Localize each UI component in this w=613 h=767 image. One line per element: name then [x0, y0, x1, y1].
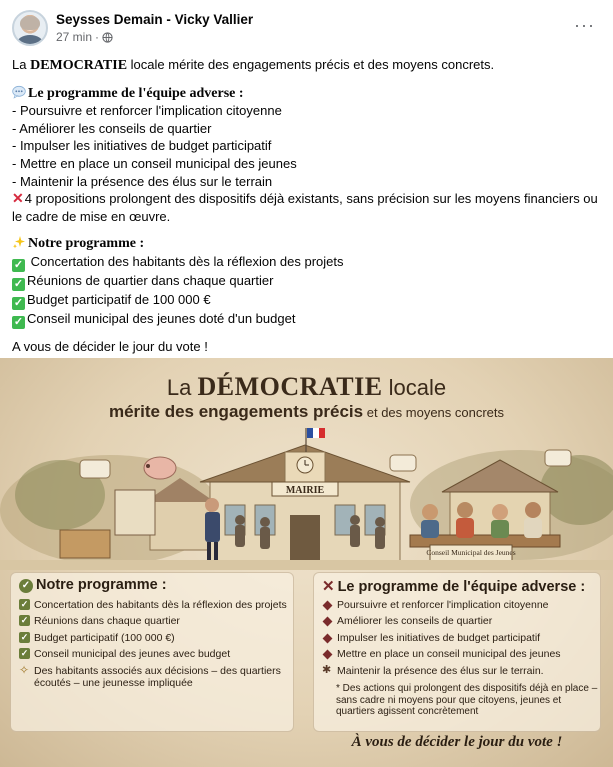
our-item-text: Conseil municipal des jeunes doté d'un budget	[27, 310, 296, 326]
adverse-heading-line	[12, 84, 604, 103]
sparkles-icon	[12, 235, 26, 249]
list-item	[322, 665, 596, 677]
list-item	[322, 632, 596, 644]
avatar[interactable]	[12, 10, 48, 46]
closing-line: A vous de décider le jour du vote !	[12, 338, 208, 354]
list-item	[19, 615, 293, 627]
adverse-footnote: * Des actions qui prolongent des dispositifs déjà en place – sans cadre ni moyens pour que citoyens, jeunes et quartiers agissent concrètement	[336, 683, 598, 718]
our-heading-line	[12, 234, 604, 253]
adverse-program-panel	[313, 572, 601, 732]
pin-icon: ✱	[322, 663, 332, 676]
our-program-panel	[10, 572, 294, 732]
list-item	[322, 615, 596, 627]
vote-call: À vous de décider le jour du vote !	[351, 734, 563, 750]
adverse-item: - Impulser les initiatives de budget participatif	[12, 138, 272, 154]
title-suffix: locale	[382, 375, 447, 400]
conseil-sign-text: Conseil Municipal des Jeunes	[426, 548, 516, 557]
adverse-item: - Poursuivre et renforcer l'implication citoyenne	[12, 103, 282, 119]
list-item-text: Concertation des habitants dès la réflexion des projets	[34, 599, 287, 611]
intro-prefix: La	[12, 57, 31, 72]
image-title-line2	[0, 402, 613, 422]
check-mark-icon: ✓	[13, 296, 24, 309]
list-item-text: Impulser les initiatives de budget participatif	[337, 631, 541, 644]
mairie-sign: MAIRIE	[285, 485, 325, 496]
right-heading-text: Le programme de l'équipe adverse :	[337, 579, 586, 595]
subtitle-rest: et des moyens concrets	[363, 405, 505, 420]
title-bold: DÉMOCRATIE	[197, 372, 383, 401]
our-item	[12, 291, 604, 310]
intro-bold: DEMOCRATIE	[30, 58, 128, 73]
adverse-program-list	[322, 599, 596, 681]
check-box-icon: ✓	[20, 615, 29, 626]
list-item	[19, 662, 293, 690]
adverse-item: - Maintenir la présence des élus sur le terrain	[12, 173, 273, 189]
list-item	[322, 648, 596, 660]
globe-icon	[102, 32, 113, 43]
list-item-text: Des habitants associés aux décisions – des quartiers écoutés – une jeunesse impliquée	[34, 664, 281, 690]
check-mark-icon: ✓	[13, 277, 24, 290]
adverse-program-heading	[322, 577, 585, 595]
author-name[interactable]: Seysses Demain - Vicky Vallier	[56, 12, 254, 27]
our-program-heading	[19, 577, 167, 593]
meta-separator: ·	[95, 30, 100, 44]
avatar-shoulders	[17, 35, 43, 46]
post-meta	[56, 30, 113, 44]
our-item-text: Concertation des habitants dès la réflexion des projets	[27, 253, 344, 269]
list-item	[19, 599, 293, 611]
sparkle-icon: ✧	[19, 662, 30, 677]
our-item	[12, 310, 604, 329]
diamond-bullet-icon	[323, 650, 333, 660]
check-box-icon: ✓	[20, 631, 29, 642]
intro-rest: locale mérite des engagements précis et des moyens concrets.	[127, 57, 495, 72]
list-item-text: Budget participatif (100 000 €)	[34, 631, 175, 644]
our-item-text: Budget participatif de 100 000 €	[27, 291, 211, 307]
check-mark-icon: ✓	[13, 315, 24, 328]
title-prefix: La	[166, 375, 198, 400]
adverse-heading: Le programme de l'équipe adverse :	[28, 85, 244, 101]
check-mark-icon: ✓	[13, 258, 24, 271]
town-hall-illustration	[0, 420, 613, 570]
adverse-item: - Mettre en place un conseil municipal des jeunes	[12, 155, 297, 171]
our-item-text: Réunions de quartier dans chaque quartier	[27, 272, 274, 288]
list-item-text: Conseil municipal des jeunes avec budget	[34, 648, 231, 661]
more-options-icon[interactable]: ···	[574, 15, 595, 35]
image-title	[0, 372, 613, 422]
check-circle-icon: ✓	[19, 579, 33, 593]
our-heading: Notre programme :	[28, 236, 145, 252]
post-header	[12, 10, 601, 50]
list-item-text: Améliorer les conseils de quartier	[337, 615, 493, 628]
conseil-jeunes-sign	[426, 548, 515, 557]
list-item-text: Réunions dans chaque quartier	[34, 615, 180, 628]
check-box-icon: ✓	[20, 599, 29, 609]
left-heading-text: Notre programme :	[36, 577, 167, 593]
diamond-bullet-icon	[323, 633, 333, 643]
intro-line	[12, 56, 604, 75]
post-text	[12, 56, 604, 356]
check-box-icon: ✓	[20, 648, 29, 659]
diamond-bullet-icon	[323, 601, 333, 611]
post-time[interactable]: 27 min	[56, 30, 93, 44]
diamond-bullet-icon	[323, 617, 333, 627]
list-item	[322, 599, 596, 611]
cross-mark-icon: ✕	[12, 190, 24, 207]
list-item	[19, 648, 293, 660]
image-title-line1	[0, 372, 613, 402]
post-image[interactable]	[0, 358, 613, 767]
adverse-note: 4 propositions prolongent des dispositifs déjà existants, sans précision sur les moyens financiers ou le cadre de mise en œuvre.	[12, 191, 598, 224]
list-item	[19, 632, 293, 644]
list-item-text: Poursuivre et renforcer l'implication citoyenne	[337, 599, 549, 611]
adverse-note-line	[12, 190, 604, 225]
list-item-text: Maintenir la présence des élus sur le terrain.	[337, 664, 544, 677]
avatar-hair	[20, 16, 40, 30]
our-item	[12, 272, 604, 291]
adverse-item: - Améliorer les conseils de quartier	[12, 120, 212, 136]
speech-bubble-icon	[12, 85, 26, 99]
our-item	[12, 253, 604, 272]
subtitle-bold: mérite des engagements précis	[108, 402, 364, 421]
our-program-list	[19, 599, 293, 693]
list-item-text: Mettre en place un conseil municipal des jeunes	[337, 648, 561, 661]
cross-icon: ✕	[322, 578, 335, 595]
